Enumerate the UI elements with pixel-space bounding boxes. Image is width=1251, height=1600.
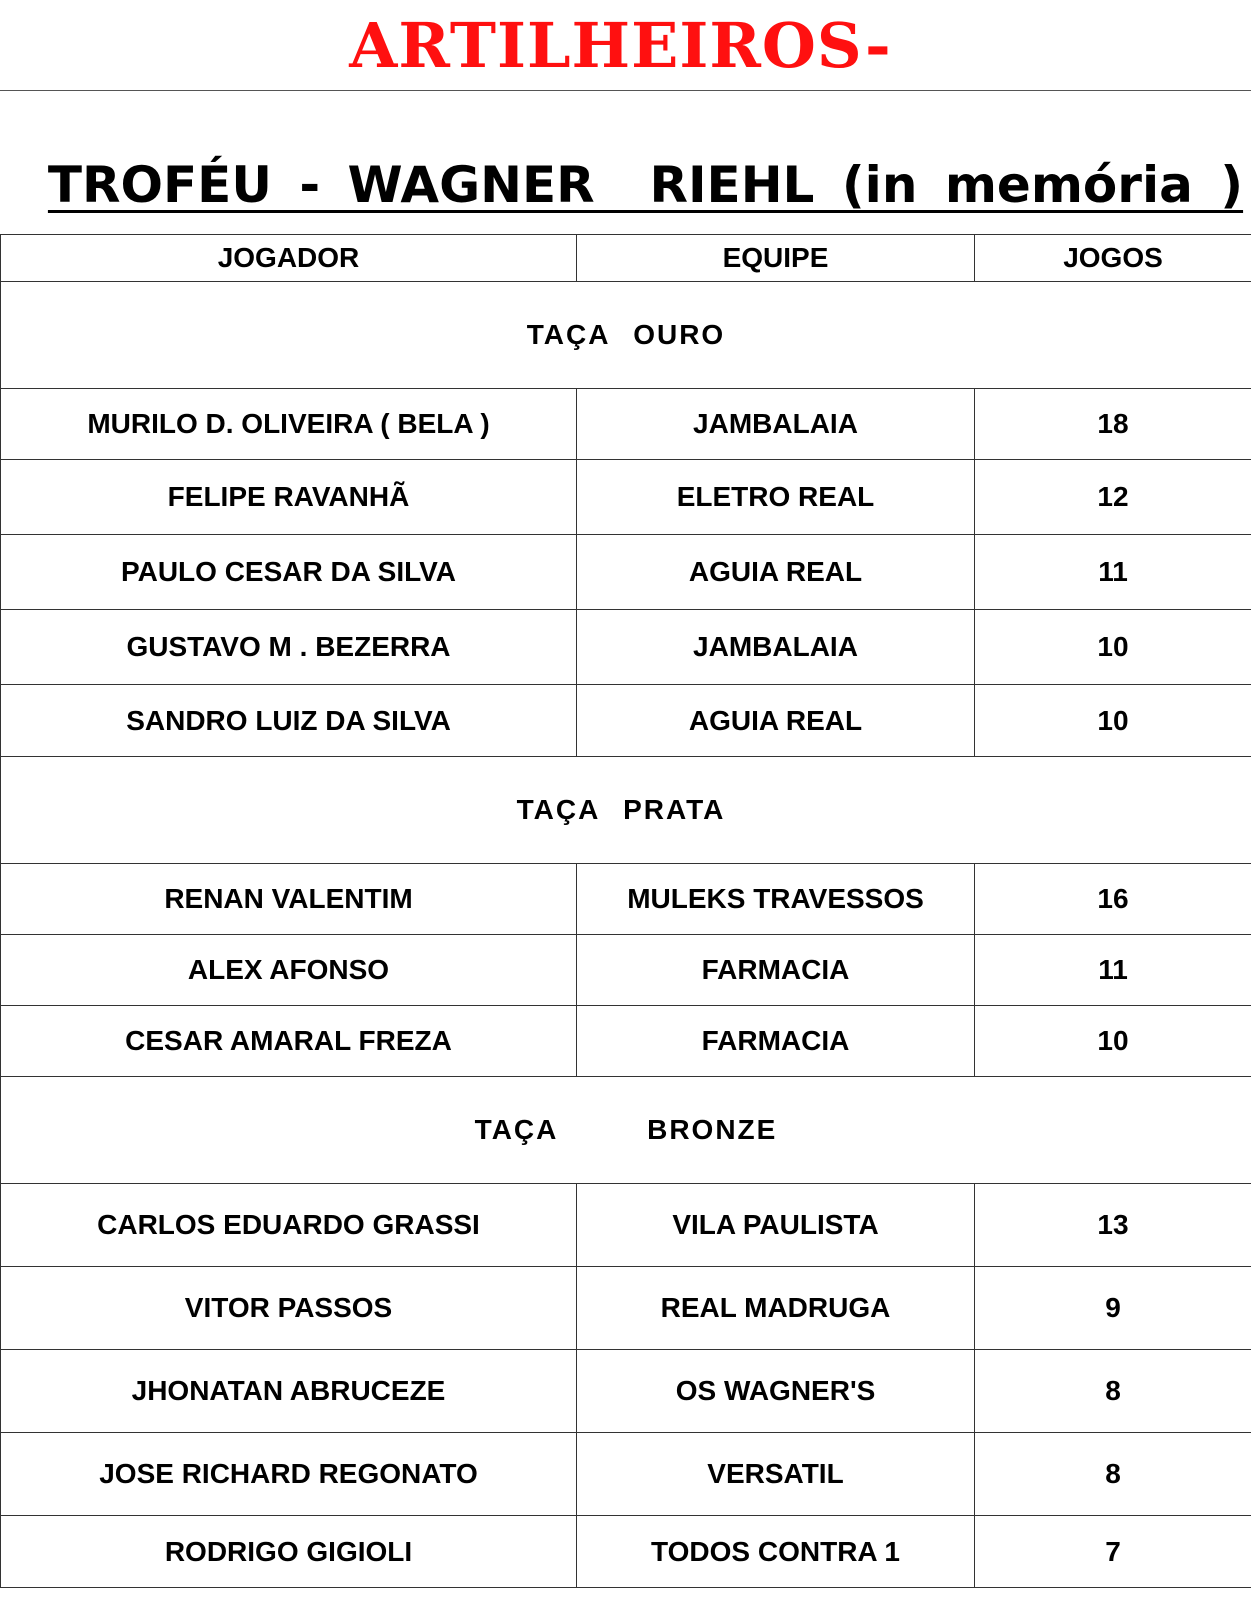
- games-cell: 11: [975, 935, 1251, 1006]
- trophy-bar: [0, 91, 1251, 234]
- title-bar: [0, 0, 1251, 91]
- team-cell: JAMBALAIA: [577, 389, 975, 460]
- player-cell: SANDRO LUIZ DA SILVA: [1, 685, 577, 757]
- games-cell: 12: [975, 460, 1251, 535]
- table-row: [1, 389, 1251, 460]
- player-cell: FELIPE RAVANHÃ: [1, 460, 577, 535]
- team-cell: FARMACIA: [577, 935, 975, 1006]
- team-cell: AGUIA REAL: [577, 685, 975, 757]
- column-header-team: EQUIPE: [577, 235, 975, 282]
- table-row: [1, 460, 1251, 535]
- team-cell: AGUIA REAL: [577, 535, 975, 610]
- table-row: [1, 1006, 1251, 1077]
- games-cell: 13: [975, 1184, 1251, 1267]
- table-row: [1, 1516, 1251, 1588]
- table-row: [1, 1184, 1251, 1267]
- table-row: [1, 935, 1251, 1006]
- player-cell: RENAN VALENTIM: [1, 864, 577, 935]
- team-cell: REAL MADRUGA: [577, 1267, 975, 1350]
- section-title: TAÇA OURO: [526, 319, 726, 350]
- games-cell: 10: [975, 685, 1251, 757]
- table-row: [1, 535, 1251, 610]
- table-row: [1, 1267, 1251, 1350]
- column-header-player: JOGADOR: [1, 235, 577, 282]
- player-cell: CESAR AMARAL FREZA: [1, 1006, 577, 1077]
- games-cell: 8: [975, 1433, 1251, 1516]
- scorers-table: [0, 234, 1251, 1588]
- table-row: [1, 610, 1251, 685]
- games-cell: 9: [975, 1267, 1251, 1350]
- section-header-bronze: [1, 1077, 1251, 1184]
- table-row: [1, 864, 1251, 935]
- player-cell: GUSTAVO M . BEZERRA: [1, 610, 577, 685]
- games-cell: 11: [975, 535, 1251, 610]
- games-cell: 7: [975, 1516, 1251, 1588]
- team-cell: FARMACIA: [577, 1006, 975, 1077]
- table-row: [1, 685, 1251, 757]
- team-cell: OS WAGNER'S: [577, 1350, 975, 1433]
- player-cell: CARLOS EDUARDO GRASSI: [1, 1184, 577, 1267]
- player-cell: PAULO CESAR DA SILVA: [1, 535, 577, 610]
- games-cell: 16: [975, 864, 1251, 935]
- player-cell: JOSE RICHARD REGONATO: [1, 1433, 577, 1516]
- page-title: ARTILHEIROS-: [349, 8, 892, 82]
- section-header-prata: [1, 757, 1251, 864]
- trophy-title: TROFÉU - WAGNER RIEHL (in memória ): [47, 156, 1244, 214]
- games-cell: 10: [975, 610, 1251, 685]
- player-cell: RODRIGO GIGIOLI: [1, 1516, 577, 1588]
- games-cell: 18: [975, 389, 1251, 460]
- player-cell: ALEX AFONSO: [1, 935, 577, 1006]
- player-cell: VITOR PASSOS: [1, 1267, 577, 1350]
- team-cell: VILA PAULISTA: [577, 1184, 975, 1267]
- team-cell: JAMBALAIA: [577, 610, 975, 685]
- games-cell: 10: [975, 1006, 1251, 1077]
- team-cell: MULEKS TRAVESSOS: [577, 864, 975, 935]
- section-header-ouro: [1, 282, 1251, 389]
- table-row: [1, 1350, 1251, 1433]
- games-cell: 8: [975, 1350, 1251, 1433]
- player-cell: MURILO D. OLIVEIRA ( BELA ): [1, 389, 577, 460]
- table-header-row: [1, 235, 1251, 282]
- table-row: [1, 1433, 1251, 1516]
- section-title: TAÇA BRONZE: [474, 1114, 778, 1145]
- section-title: TAÇA PRATA: [516, 794, 726, 825]
- team-cell: TODOS CONTRA 1: [577, 1516, 975, 1588]
- player-cell: JHONATAN ABRUCEZE: [1, 1350, 577, 1433]
- team-cell: VERSATIL: [577, 1433, 975, 1516]
- team-cell: ELETRO REAL: [577, 460, 975, 535]
- column-header-games: JOGOS: [975, 235, 1251, 282]
